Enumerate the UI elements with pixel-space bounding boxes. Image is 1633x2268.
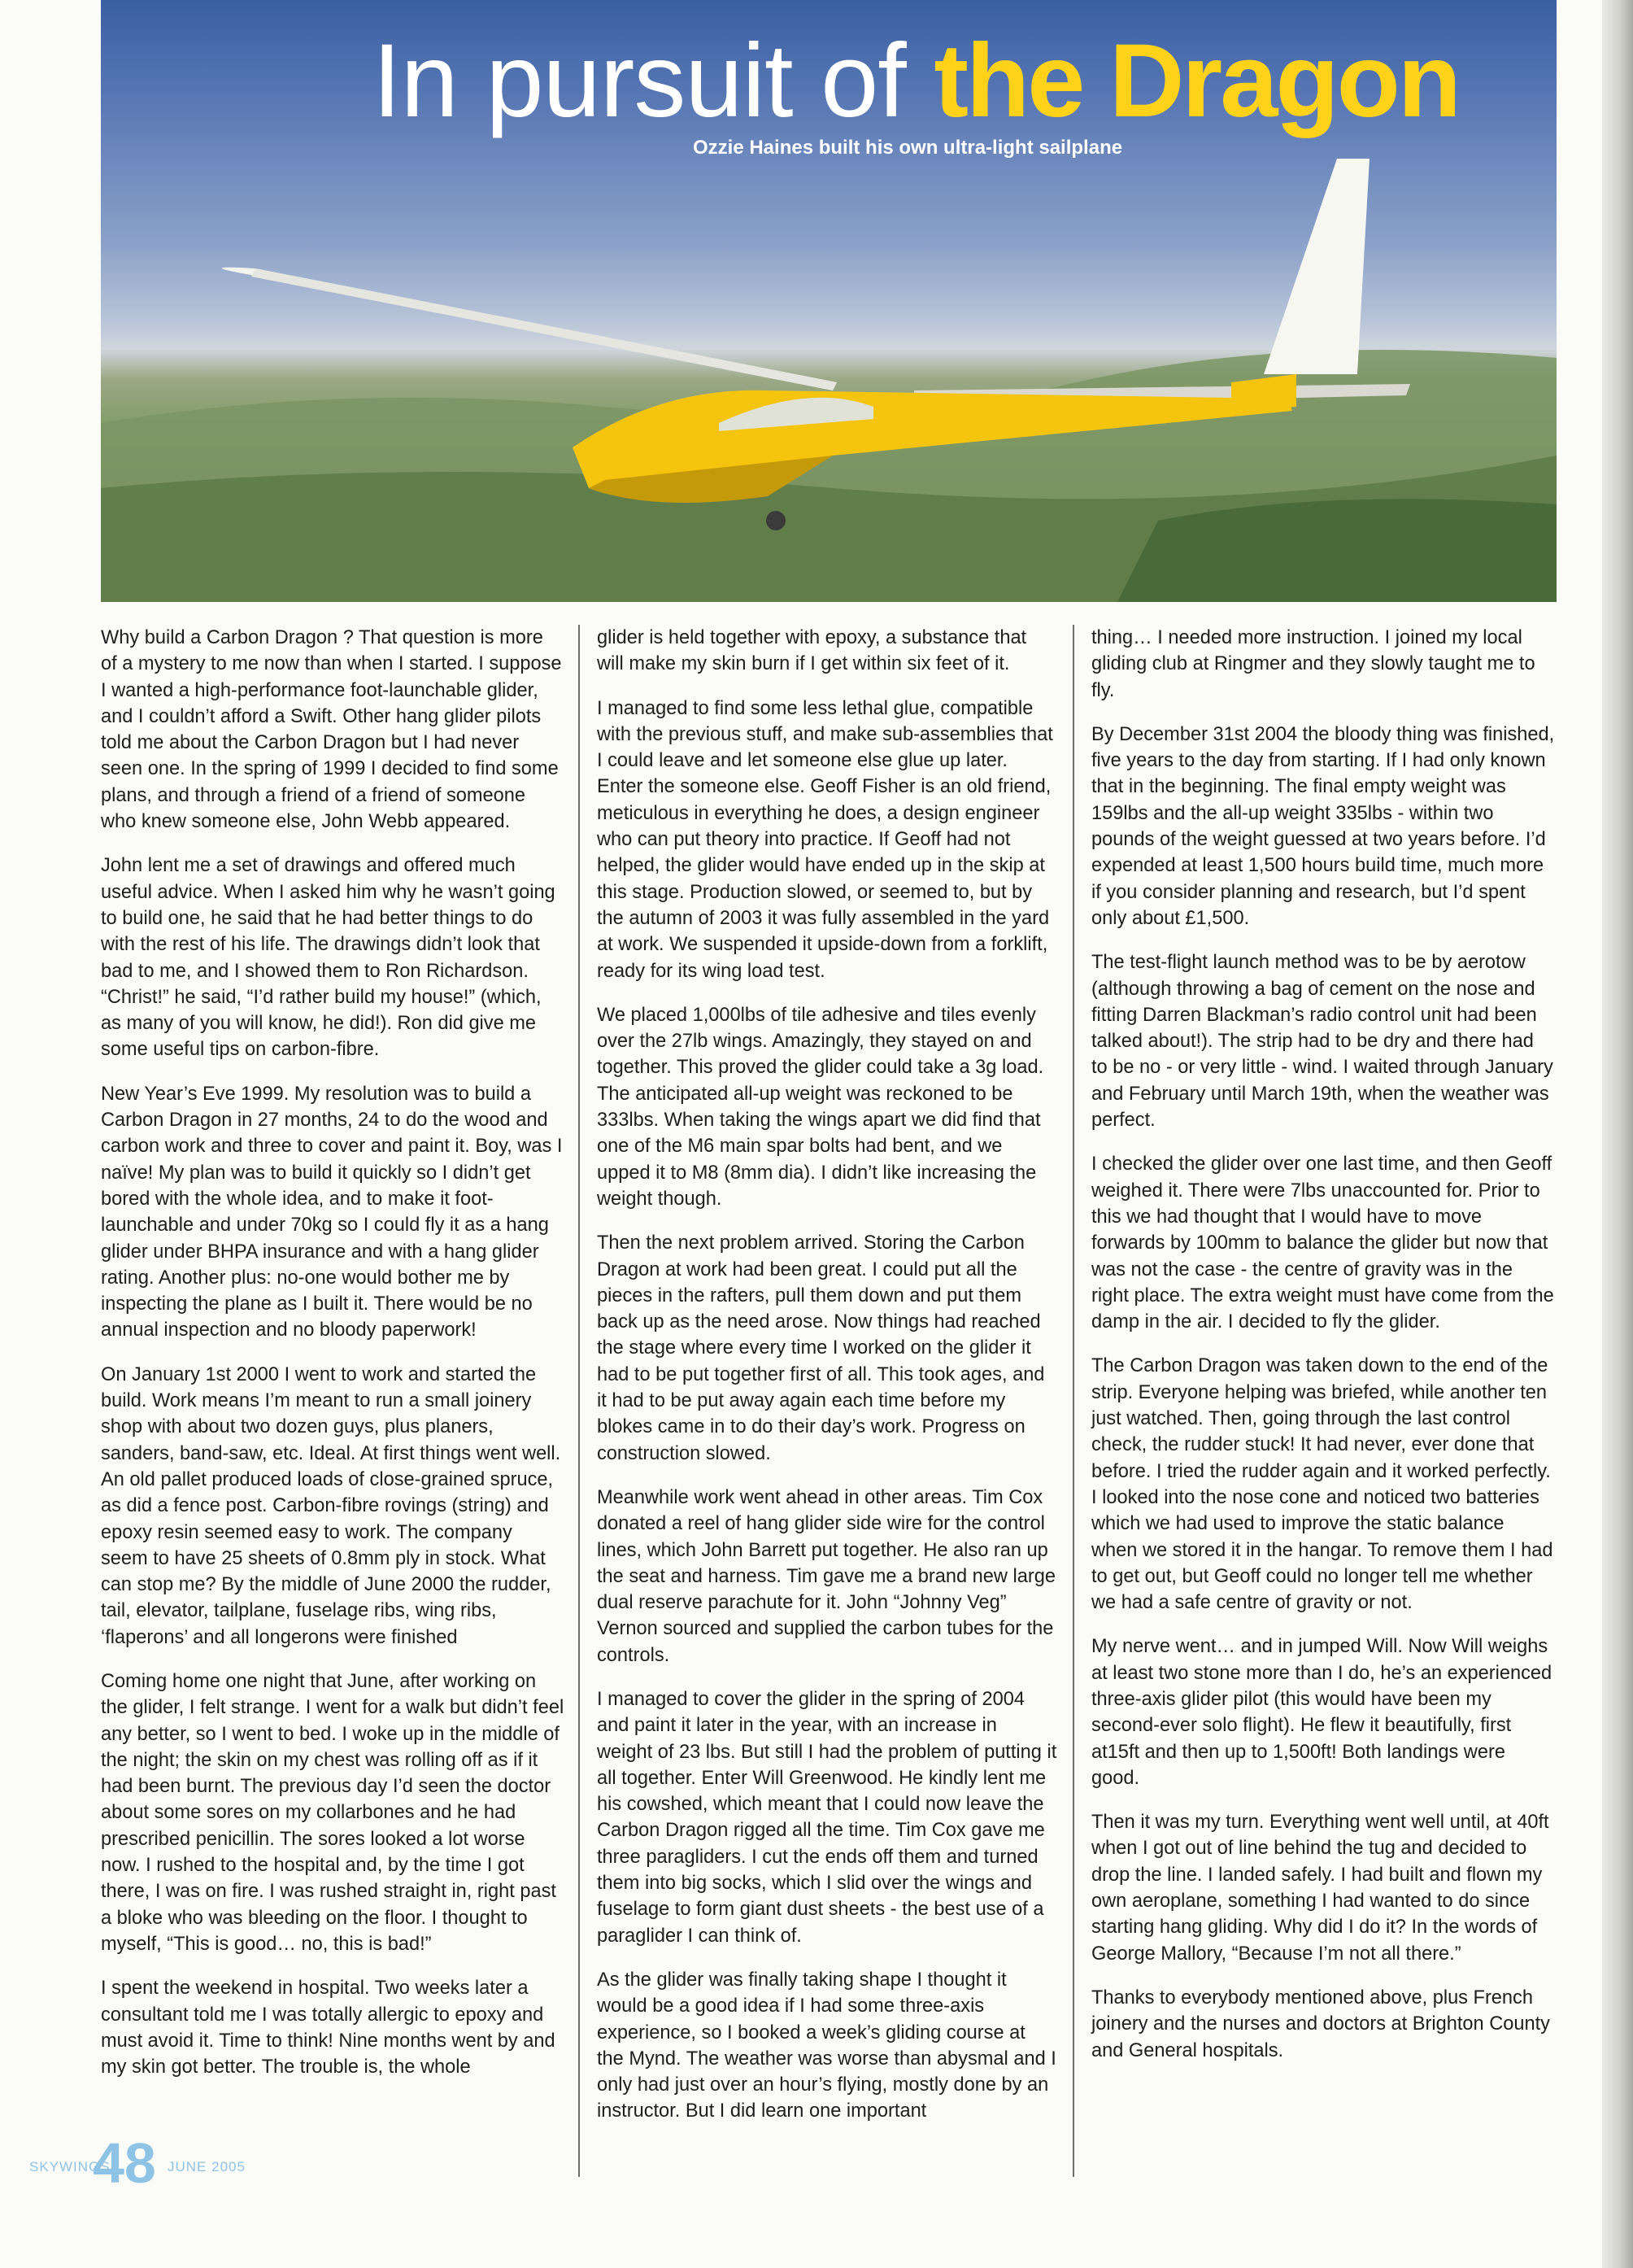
paragraph: I managed to find some less lethal glue, compatible with the previous stuff, and make sub-assemblies that I could leave and let someone else glue up later. Enter the someone else. Geoff Fisher is an old friend, meticulous in everything he does, a design engineer who can put theory into practice. If Geoff had not helped, the glider would have ended up in the skip at this stage. Production slowed, or seemed to, but by the autumn of 2003 it was fully assembled in the yard at work. We suspended it upside-down from a forklift, ready for its wing load test. <box>597 697 1053 982</box>
paragraph: I spent the weekend in hospital. Two weeks later a consultant told me I was totally allergic to epoxy and must avoid it. Time to think! Nine months went by and my skin got better. The trouble is, the whole <box>101 1978 555 2078</box>
paragraph: The test-flight launch method was to be by aerotow (although throwing a bag of cement on the nose and fitting Darren Blackman’s radio control unit had been talked about!). The strip had to be dry and there had to be no - or very little - wind. I waited through January and February until March 19th, when the weather was perfect. <box>1091 952 1553 1132</box>
issue-date: JUNE 2005 <box>168 2159 246 2174</box>
paragraph: My nerve went… and in jumped Will. Now Will weighs at least two stone more than I do, he’s an experienced three-axis glider pilot (this would have been my second-ever solo flight). He flew it beautifully, first at15ft and then up to 1,500ft! Both landings were good. <box>1091 1636 1552 1789</box>
text-column-2 <box>597 625 1057 2143</box>
paragraph: The Carbon Dragon was taken down to the end of the strip. Everyone helping was briefed, while another ten just watched. Then, going through the last control check, the rudder stuck! It had never, ever done that before. I tried the rudder again and it worked perfectly. I looked into the nose cone and noticed two batteries which we had used to improve the static balance when we stored it in the hangar. To remove them I had to get out, but Geoff could no longer tell me whether we had a safe centre of gravity or not. <box>1091 1355 1553 1614</box>
column-divider <box>578 625 580 2177</box>
text-column-3 <box>1091 625 1555 2082</box>
title-part-yellow: the Dragon <box>934 23 1459 139</box>
text-column-1 <box>101 625 564 2098</box>
hero-photo <box>101 0 1557 602</box>
title-part-white: In pursuit of <box>372 23 934 139</box>
paragraph: Then the next problem arrived. Storing the Carbon Dragon at work had been great. I could put all the pieces in the rafters, pull them down and put them back up as the need arose. Now things had reached the stage where every time I worked on the glider it had to be put together first of all. This took ages, and it had to be put away again each time before my blokes came in to do their day’s work. Progress on construction slowed. <box>597 1232 1045 1464</box>
magazine-name: SKYWINGS <box>29 2159 111 2174</box>
paragraph: I checked the glider over one last time, and then Geoff weighed it. There were 7lbs unaccounted for. Prior to this we had thought that I would have to move forwards by 100mm to balance the glider but now that was not the case - the centre of gravity was in the right place. The extra weight must have come from the damp in the air. I decided to fly the glider. <box>1091 1154 1554 1333</box>
paragraph: glider is held together with epoxy, a substance that will make my skin burn if I get within six feet of it. <box>597 627 1027 675</box>
paragraph: On January 1st 2000 I went to work and started the build. Work means I’m meant to run a small joinery shop with about two dozen guys, plus planers, sanders, band-saw, etc. Ideal. At first things went well. An old pallet produced loads of close-grained spruce, as did a fence post. Carbon-fibre rovings (string) and epoxy resin seemed easy to work. The company seem to have 25 sheets of 0.8mm ply in stock. What can stop me? By the middle of June 2000 the rudder, tail, elevator, tailplane, fuselage ribs, wing ribs, ‘flaperons’ and all longerons were finished <box>101 1363 561 1648</box>
paragraph: As the glider was finally taking shape I thought it would be a good idea if I had some three-axis experience, so I booked a week’s gliding course at the Mynd. The weather was worse than abysmal and I only had just over an hour’s flying, mostly done by an instructor. But I did learn one important <box>597 1969 1056 2122</box>
paragraph: John lent me a set of drawings and offered much useful advice. When I asked him why he wasn’t going to build one, he said that he had better things to do with the rest of his life. The drawings didn’t look that bad to me, and I showed them to Ron Richardson. “Christ!” he said, “I’d rather build my house!” (which, as many of you will know, he did!). Ron did give me some useful tips on carbon-fibre. <box>101 855 555 1061</box>
paragraph: I managed to cover the glider in the spring of 2004 and paint it later in the year, with an increase in weight of 23 lbs. But still I had the problem of putting it all together. Enter Will Greenwood. He kindly lent me his cowshed, which meant that I could now leave the Carbon Dragon rigged all the time. Tim Cox gave me three paragliders. I cut the ends off them and turned them into big socks, which I slid over the wings and fuselage to form giant dust sheets - the best use of a paraglider I can think of. <box>597 1688 1057 1947</box>
paragraph: We placed 1,000lbs of tile adhesive and tiles evenly over the 27lb wings. Amazingly, they stayed on and together. This proved the glider could take a 3g load. The anticipated all-up weight was reckoned to be 333lbs. When taking the wings apart we did find that one of the M6 main spar bolts had bent, and we upped it to M8 (8mm dia). I didn’t like increasing the weight though. <box>597 1004 1044 1210</box>
paragraph: Coming home one night that June, after working on the glider, I felt strange. I went for a walk but didn’t feel any better, so I went to bed. I woke up in the middle of the night; the skin on my chest was rolling off as if it had been burnt. The previous day I’d seen the doctor about some sores on my collarbones and he had prescribed penicillin. The sores looked a lot worse now. I rushed to the hospital and, by the time I got there, I was on fire. I was rushed straight in, right past a bloke who was bleeding on the floor. I thought to myself, “This is good… no, this is bad!” <box>101 1670 564 1955</box>
adjacent-page-edge <box>1602 0 1633 2268</box>
paragraph: By December 31st 2004 the bloody thing was finished, five years to the day from starting. If I had only known that in the beginning. The final empty weight was 159lbs and the all-up weight 335lbs - within two pounds of the weight guessed at two years before. I’d expended at least 1,500 hours build time, much more if you consider planning and research, but I’d spent only about £1,500. <box>1091 723 1555 929</box>
paragraph: Meanwhile work went ahead in other areas. Tim Cox donated a reel of hang glider side wire for the control lines, which John Barrett put together. He also ran up the seat and harness. Tim gave me a brand new large dual reserve parachute for it. John “Johnny Veg” Vernon sourced and supplied the carbon tubes for the controls. <box>597 1486 1056 1666</box>
paragraph: thing… I needed more instruction. I joined my local gliding club at Ringmer and they slowly taught me to fly. <box>1091 627 1535 701</box>
paragraph: New Year’s Eve 1999. My resolution was to build a Carbon Dragon in 27 months, 24 to do the wood and carbon work and three to cover and paint it. Boy, was I naïve! My plan was to build it quickly so I didn’t get bored with the whole idea, and to make it foot-launchable and under 70kg so I could fly it as a hang glider under BHPA insurance and with a hang glider rating. Another plus: no-one would bother me by inspecting the plane as I built it. There would be no annual inspection and no bloody paperwork! <box>101 1083 563 1341</box>
article-title <box>372 23 1459 139</box>
page-number: 48 <box>93 2131 156 2195</box>
column-divider <box>1073 625 1074 2177</box>
paragraph: Why build a Carbon Dragon ? That question is more of a mystery to me now than when I started. I suppose I wanted a high-performance foot-launchable glider, and I couldn’t afford a Swift. Other hang glider pilots told me about the Carbon Dragon but I had never seen one. In the spring of 1999 I decided to find some plans, and through a friend of a friend of someone who knew someone else, John Webb appeared. <box>101 627 562 833</box>
article-subtitle: Ozzie Haines built his own ultra-light sailplane <box>693 137 1123 159</box>
paragraph: Thanks to everybody mentioned above, plus French joinery and the nurses and doctors at Brighton County and General hospitals. <box>1091 1987 1550 2061</box>
paragraph: Then it was my turn. Everything went well until, at 40ft when I got out of line behind the tug and decided to drop the line. I landed safely. I had built and flown my own aeroplane, something I had wanted to do since starting hang gliding. Why did I do it? In the words of George Mallory, “Because I’m not all there.” <box>1091 1812 1549 1965</box>
